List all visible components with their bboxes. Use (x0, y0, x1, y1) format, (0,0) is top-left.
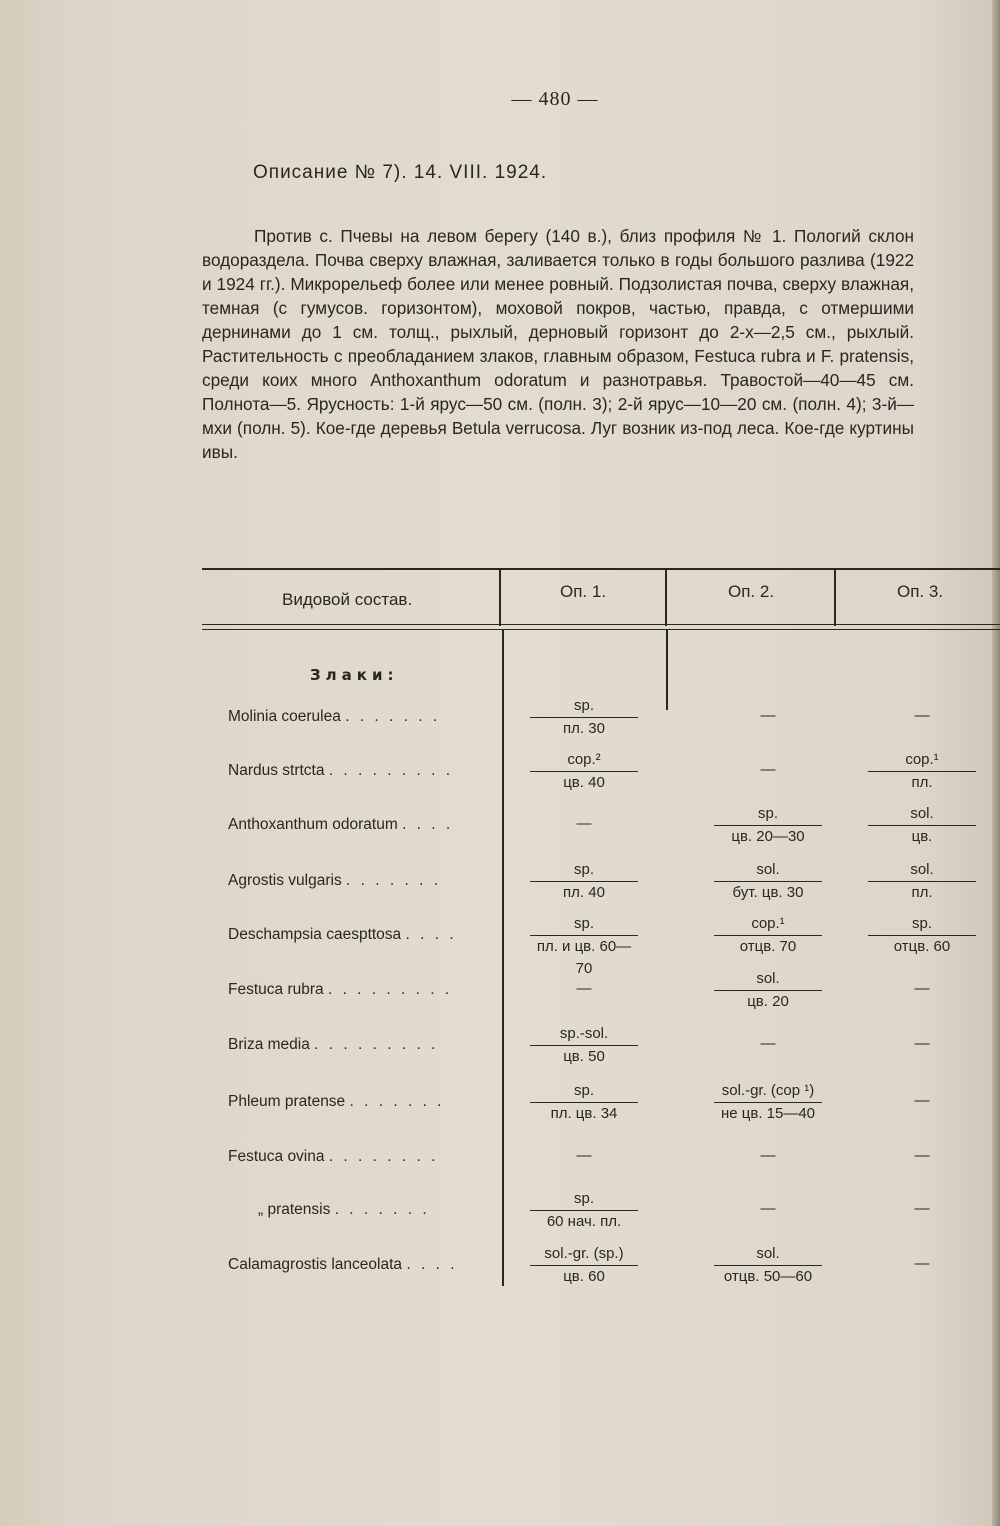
cell-op1 (512, 1145, 656, 1167)
species-name (228, 923, 494, 947)
abundance-value: sp. (573, 861, 594, 878)
table-row (0, 1243, 1000, 1293)
species-name (228, 869, 494, 893)
table-row (0, 968, 1000, 1018)
abundance-value: sp. (911, 915, 932, 932)
empty-value: — (914, 707, 930, 724)
cell-op1 (512, 695, 656, 740)
cell-op3 (860, 803, 984, 848)
cell-op2 (676, 1080, 860, 1125)
cell-op2 (676, 759, 860, 781)
cell-op1 (512, 978, 656, 1000)
phenology-value: цв. 40 (530, 771, 638, 794)
table-header-rule (202, 624, 1000, 625)
phenology-value: цв. 60 (530, 1265, 638, 1288)
table-row (0, 1135, 1000, 1185)
abundance-value: sp. (757, 805, 778, 822)
cell-op3 (860, 1033, 984, 1055)
species-name (228, 978, 494, 1002)
empty-value: — (760, 1147, 776, 1164)
species-name-text: „ pratensis (258, 1201, 331, 1218)
cell-op3 (860, 1145, 984, 1167)
empty-value: — (914, 1255, 930, 1272)
cell-op3 (860, 1090, 984, 1112)
cell-op2 (676, 859, 860, 904)
cell-op2 (676, 1198, 860, 1220)
table-row (0, 1023, 1000, 1073)
phenology-value: цв. 20—30 (714, 825, 822, 848)
leader-dots: . . . . . . . (346, 872, 442, 889)
phenology-value: пл. (868, 881, 976, 904)
leader-dots: . . . . . . . . (328, 1148, 439, 1165)
header-op2: Оп. 2. (728, 582, 775, 601)
cell-op2 (676, 1145, 860, 1167)
species-name (228, 705, 494, 729)
table-row (0, 913, 1000, 977)
header-op3: Оп. 3. (897, 582, 944, 601)
cell-op1 (512, 1243, 656, 1288)
cell-op3 (860, 705, 984, 727)
table-top-rule (202, 568, 1000, 570)
abundance-value: sol. (756, 1245, 780, 1262)
description-paragraph: Против с. Пчевы на левом берегу (140 в.), близ профиля № 1. Пологий склон водораздела. Почва сверху влажная, заливается только в годы большого разлива (1922 и 1924 гг.). Микрорельеф более или менее ровный. Подзолистая почва, сверху влажная, темная (с гумусов. горизонтом), моховой покров, частью, правда, с отмершими дернинами до 1 см. толщ., рыхлый, дерновый горизонт до 2-х—2,5 см., рыхлый. Растительность с преобладанием злаков, главным образом, Festuca rubra и F. pratensis, среди коих много Anthoxanthum odoratum и разнотравья. Травостой—40—45 см. Полнота—5. Ярусность: 1-й ярус—50 см. (полн. 3); 2-й ярус—10—20 см. (полн. 4); 3-й—мхи (полн. 5). Кое-где деревья Betula verrucosa. Луг возник из-под леса. Кое-где куртины ивы. (202, 226, 914, 462)
table-row (0, 1188, 1000, 1238)
cell-op1 (512, 913, 656, 977)
leader-dots: . . . . (402, 816, 454, 833)
cell-op3 (860, 749, 984, 794)
species-name-text: Festuca rubra (228, 981, 324, 998)
abundance-value: sol. (756, 970, 780, 987)
cell-op1 (512, 1023, 656, 1068)
phenology-value: пл. 40 (530, 881, 638, 904)
empty-value: — (576, 815, 592, 832)
table-row (0, 695, 1000, 745)
phenology-value: 60 нач. пл. (530, 1210, 638, 1233)
abundance-value: cop.¹ (751, 915, 785, 932)
empty-value: — (760, 707, 776, 724)
phenology-value: цв. 20 (714, 990, 822, 1013)
empty-value: — (914, 1200, 930, 1217)
phenology-value: отцв. 50—60 (714, 1265, 822, 1288)
phenology-value: бут. цв. 30 (714, 881, 822, 904)
empty-value: — (760, 761, 776, 778)
species-name (228, 1145, 494, 1169)
cell-op1 (512, 859, 656, 904)
species-name (228, 1033, 494, 1057)
abundance-value: sol. (910, 805, 934, 822)
column-divider-3 (834, 569, 836, 626)
column-divider-1 (499, 569, 501, 626)
empty-value: — (914, 1147, 930, 1164)
abundance-value: sol.-gr. (cop ¹) (721, 1082, 815, 1099)
abundance-value: sol. (910, 861, 934, 878)
empty-value: — (576, 980, 592, 997)
abundance-value: sp. (573, 697, 594, 714)
table-row (0, 859, 1000, 909)
species-name (228, 1090, 494, 1114)
species-name-text: Agrostis vulgaris (228, 872, 342, 889)
table-row (0, 1080, 1000, 1130)
species-name-text: Festuca ovina (228, 1148, 325, 1165)
cell-op1 (512, 749, 656, 794)
species-name-text: Anthoxanthum odoratum (228, 816, 398, 833)
abundance-value: sp.-sol. (559, 1025, 609, 1042)
leader-dots: . . . . . . . (345, 708, 441, 725)
empty-value: — (760, 1035, 776, 1052)
column-divider-2 (665, 569, 667, 626)
header-op1: Оп. 1. (560, 582, 607, 601)
leader-dots: . . . . (406, 1256, 458, 1273)
leader-dots: . . . . . . . . . (328, 762, 454, 779)
table-row (0, 803, 1000, 853)
phenology-value: пл. 30 (530, 717, 638, 740)
header-species: Видовой состав. (282, 590, 413, 609)
species-name-text: Deschampsia caespttosa (228, 926, 402, 943)
species-name-text: Molinia coerulea (228, 708, 341, 725)
leader-dots: . . . . . . . (334, 1201, 430, 1218)
empty-value: — (914, 980, 930, 997)
species-name (228, 813, 494, 837)
cell-op2 (676, 913, 860, 958)
cell-op2 (676, 803, 860, 848)
species-name (228, 1253, 494, 1277)
phenology-value: пл. и цв. 60—70 (530, 935, 638, 958)
phenology-value: пл. (868, 771, 976, 794)
empty-value: — (760, 1200, 776, 1217)
table-header-rule-2 (202, 629, 1000, 630)
species-name (228, 1198, 494, 1222)
cell-op3 (860, 859, 984, 904)
leader-dots: . . . . (405, 926, 457, 943)
cell-op3 (860, 913, 984, 958)
group-label: Злаки: (310, 666, 399, 684)
species-name-text: Phleum pratense (228, 1093, 346, 1110)
empty-value: — (914, 1092, 930, 1109)
abundance-value: sp. (573, 1082, 594, 1099)
phenology-value: отцв. 60 (868, 935, 976, 958)
page-number: — 480 — (511, 88, 599, 110)
abundance-value: cop.¹ (905, 751, 939, 768)
leader-dots: . . . . . . . . . (314, 1036, 439, 1053)
cell-op3 (860, 1253, 984, 1275)
abundance-value: sol.-gr. (sp.) (544, 1245, 624, 1262)
phenology-value: не цв. 15—40 (714, 1102, 822, 1125)
cell-op2 (676, 1243, 860, 1288)
leader-dots: . . . . . . . (349, 1093, 445, 1110)
cell-op2 (676, 968, 860, 1013)
abundance-value: sol. (756, 861, 780, 878)
abundance-value: cop.² (567, 751, 601, 768)
empty-value: — (914, 1035, 930, 1052)
phenology-value: цв. (868, 825, 976, 848)
phenology-value: пл. цв. 34 (530, 1102, 638, 1125)
cell-op3 (860, 1198, 984, 1220)
cell-op3 (860, 978, 984, 1000)
cell-op2 (676, 1033, 860, 1055)
abundance-value: sp. (573, 915, 594, 932)
cell-op2 (676, 705, 860, 727)
description-heading: Описание № 7). 14. VIII. 1924. (253, 162, 548, 183)
phenology-value: цв. 50 (530, 1045, 638, 1068)
species-name (228, 759, 494, 783)
cell-op1 (512, 1080, 656, 1125)
species-name-text: Briza media (228, 1036, 310, 1053)
table-row (0, 749, 1000, 799)
phenology-value: отцв. 70 (714, 935, 822, 958)
cell-op1 (512, 1188, 656, 1233)
cell-op1 (512, 813, 656, 835)
abundance-value: sp. (573, 1190, 594, 1207)
empty-value: — (576, 1147, 592, 1164)
species-name-text: Calamagrostis lanceolata (228, 1256, 403, 1273)
species-name-text: Nardus strtcta (228, 762, 325, 779)
leader-dots: . . . . . . . . . (327, 981, 453, 998)
